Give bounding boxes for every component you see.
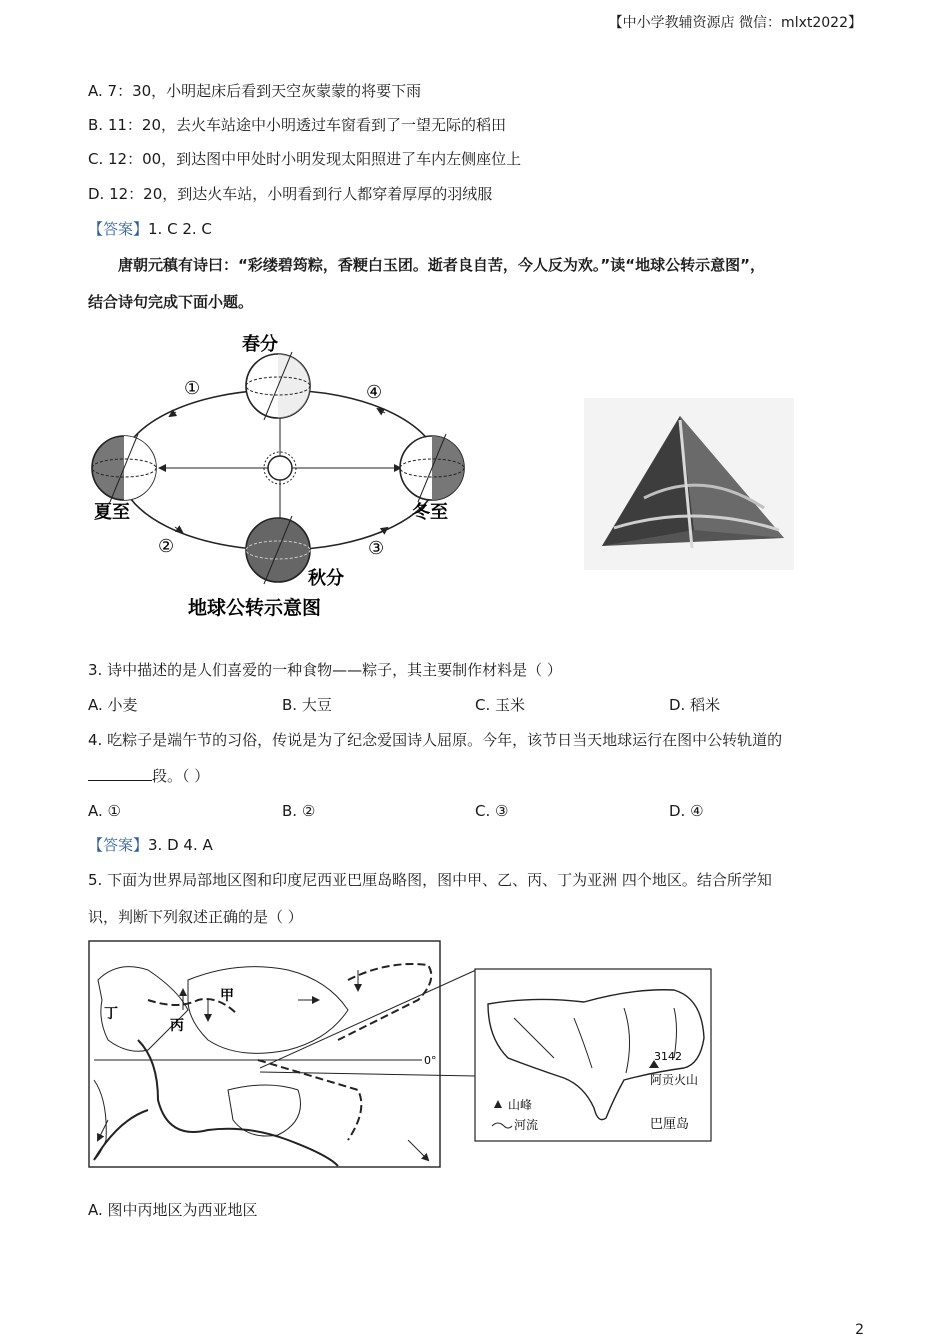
q5-stem-line-1: 5. 下面为世界局部地区图和印度尼西亚巴厘岛略图，图中甲、乙、丙、丁为亚洲 四个地区。结合所学知 [88,871,772,889]
q4-option-c: C. ③ [475,802,509,820]
label-seg-3: ③ [368,538,385,559]
equator-label: 0° [424,1054,437,1067]
earth-summer-icon [92,434,156,502]
bali-map [474,968,714,1144]
label-island: 巴厘岛 [650,1117,690,1132]
label-ding: 丁 [104,1006,118,1022]
answer-tag: 【答案】 [88,220,149,238]
label-bing: 丙 [170,1018,184,1034]
q4-option-d: D. ④ [669,802,704,820]
legend-peak: 山峰 [508,1098,533,1112]
orbit-arrow-1 [170,412,176,416]
q2-option-a: A. 7：30，小明起床后看到天空灰蒙蒙的将要下雨 [88,82,422,100]
answer-text: 3. D 4. A [148,836,213,854]
diagram-caption: 地球公转示意图 [188,597,322,619]
label-summer: 夏至 [94,502,130,523]
q5-stem-line-2: 识，判断下列叙述正确的是（ ） [88,908,303,926]
label-autumn: 秋分 [308,568,344,589]
zongzi-photo [584,398,794,570]
sun-icon [264,452,296,484]
label-seg-1: ① [184,378,201,399]
q3-option-d: D. 稻米 [669,696,721,714]
q5-option-a: A. 图中丙地区为西亚地区 [88,1201,258,1219]
answer-blank [88,766,152,781]
label-volcano: 阿贡火山 [650,1073,699,1087]
q4-stem-line-1: 4. 吃粽子是端午节的习俗，传说是为了纪念爱国诗人屈原。今年，该节日当天地球运行在图中公转轨道的 [88,731,783,749]
earth-spring-icon [246,352,310,420]
label-winter: 冬至 [412,502,448,523]
q2-option-d: D. 12：20，到达火车站，小明看到行人都穿着厚厚的羽绒服 [88,185,493,203]
answer-block-1 [88,219,212,239]
legend-river: 河流 [514,1118,539,1132]
answer-block-2 [88,835,213,855]
page-header: 【中小学教辅资源店 微信：mlxt2022】 [608,15,862,31]
q3-option-a: A. 小麦 [88,696,138,714]
q4-stem-line-2 [88,766,209,786]
label-seg-2: ② [158,536,175,557]
intro-line-1: 唐朝元稹有诗曰：“彩缕碧筠粽，香粳白玉团。逝者良自苦，今人反为欢。”读“地球公转示意图”， [118,256,765,274]
answer-text: 1. C 2. C [148,220,212,238]
orbit-diagram [80,328,480,628]
q3-stem: 3. 诗中描述的是人们喜爱的一种食物——粽子，其主要制作材料是（ ） [88,661,562,679]
q3-option-c: C. 玉米 [475,696,526,714]
q3-option-b: B. 大豆 [282,696,332,714]
answer-tag: 【答案】 [88,836,149,854]
q2-option-c: C. 12：00，到达图中甲处时小明发现太阳照进了车内左侧座位上 [88,150,522,168]
earth-autumn-icon [246,516,310,584]
label-jia: 甲 [220,988,234,1004]
q4-option-b: B. ② [282,802,316,820]
earth-winter-icon [400,434,464,502]
label-spring: 春分 [242,334,278,355]
label-elevation: 3142 [654,1050,682,1063]
intro-line-2: 结合诗句完成下面小题。 [88,293,254,311]
label-seg-4: ④ [366,382,383,403]
q4-stem-tail: 段。（ ） [152,767,210,785]
q2-option-b: B. 11：20，去火车站途中小明透过车窗看到了一望无际的稻田 [88,116,507,134]
page-number: 2 [855,1322,864,1338]
connector-lines [260,968,480,1078]
q4-option-a: A. ① [88,802,121,820]
